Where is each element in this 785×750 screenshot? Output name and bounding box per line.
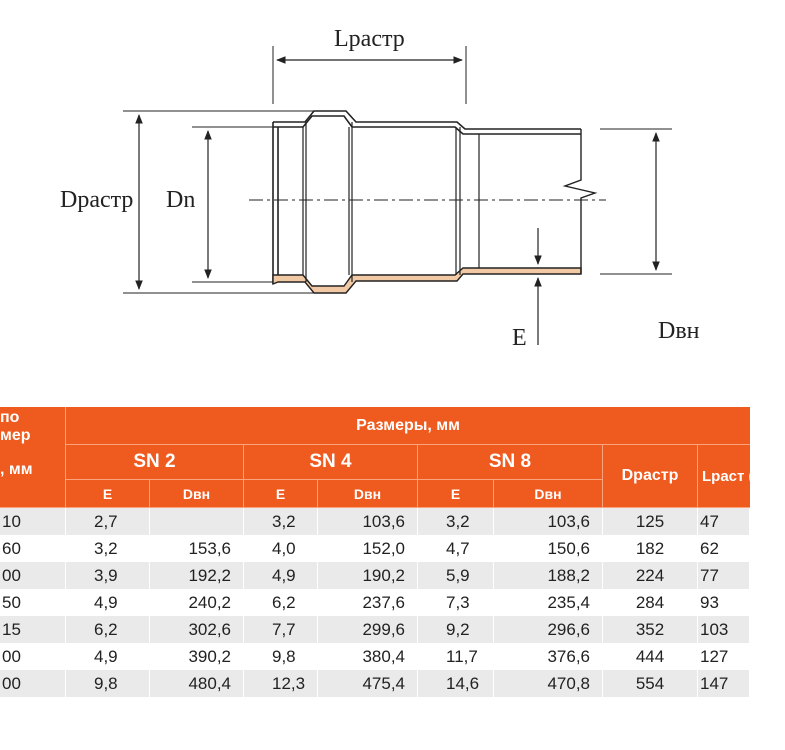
table-cell-sn8-d: 376,6 (494, 643, 603, 670)
table-cell-sn4-e: 4,0 (244, 535, 318, 562)
dn-label: Dn (166, 187, 196, 213)
header-sn2: SN 2 (66, 445, 244, 480)
d-rastr-label: Dраcтр (60, 187, 134, 213)
table-cell-sn4-d: 103,6 (318, 508, 418, 535)
header-sn2-e: E (66, 480, 150, 508)
extension-lines (123, 46, 672, 293)
break-line (565, 129, 595, 274)
table-cell-sn8-d: 103,6 (494, 508, 603, 535)
table-cell-sn8-d: 470,8 (494, 670, 603, 697)
table-cell-sn8-d: 235,4 (494, 589, 603, 616)
table-cell-sn4-e: 4,9 (244, 562, 318, 589)
e-label: E (512, 325, 527, 351)
table-cell-sn4-d: 237,6 (318, 589, 418, 616)
table-cell-d-rastr: 554 (603, 670, 698, 697)
table-cell-l-rastr: 93 (698, 589, 750, 616)
table-row (0, 670, 750, 697)
table-cell-sn2-e: 3,9 (66, 562, 150, 589)
table-cell-l-rastr: 77 (698, 562, 750, 589)
table-cell-sn2-e: 4,9 (66, 643, 150, 670)
table-body (0, 508, 750, 697)
l-rastr-label: Lраcтр (334, 26, 405, 52)
table-cell-sn4-d: 190,2 (318, 562, 418, 589)
table-cell-sn8-d: 150,6 (494, 535, 603, 562)
table-cell-l-rastr: 62 (698, 535, 750, 562)
header-sn8: SN 8 (418, 445, 603, 480)
table-cell-dn: 60 (0, 535, 66, 562)
table-cell-sn8-e: 11,7 (418, 643, 494, 670)
table-cell-dn: 00 (0, 670, 66, 697)
table-row (0, 508, 750, 535)
table-cell-sn2-d (150, 508, 244, 535)
header-d-rastr: Dраcтр (603, 445, 698, 508)
dimensions-table (0, 407, 785, 697)
table-cell-sn4-d: 152,0 (318, 535, 418, 562)
table-cell-l-rastr: 47 (698, 508, 750, 535)
table-cell-dn: 50 (0, 589, 66, 616)
header-sn8-e: E (418, 480, 494, 508)
header-sizes: Размеры, мм (66, 407, 750, 445)
table-cell-d-rastr: 352 (603, 616, 698, 643)
table-cell-l-rastr: 127 (698, 643, 750, 670)
table-cell-d-rastr: 182 (603, 535, 698, 562)
header-sn4-dvn: Dвн (318, 480, 418, 508)
table-cell-sn4-e: 12,3 (244, 670, 318, 697)
table-cell-sn8-e: 4,7 (418, 535, 494, 562)
table-cell-sn2-d: 240,2 (150, 589, 244, 616)
header-sn2-dvn: Dвн (150, 480, 244, 508)
header-dn-column: по мер , мм (0, 407, 66, 508)
table-cell-l-rastr: 103 (698, 616, 750, 643)
header-sn4-e: E (244, 480, 318, 508)
table-cell-sn2-e: 4,9 (66, 589, 150, 616)
table-cell-sn8-e: 3,2 (418, 508, 494, 535)
table-row (0, 589, 750, 616)
table-cell-sn2-e: 9,8 (66, 670, 150, 697)
table-cell-d-rastr: 224 (603, 562, 698, 589)
table-cell-l-rastr: 147 (698, 670, 750, 697)
table-cell-d-rastr: 125 (603, 508, 698, 535)
table-cell-sn4-e: 9,8 (244, 643, 318, 670)
table-row (0, 535, 750, 562)
header-l-rastr: Lраcт (min) (698, 445, 750, 508)
table-cell-sn8-e: 5,9 (418, 562, 494, 589)
table-cell-sn2-d: 390,2 (150, 643, 244, 670)
header-sn8-dvn: Dвн (494, 480, 603, 508)
table-cell-sn2-e: 6,2 (66, 616, 150, 643)
table-row (0, 562, 750, 589)
table-cell-dn: 15 (0, 616, 66, 643)
pipe-inner-lines (303, 122, 479, 282)
header-sn4: SN 4 (244, 445, 418, 480)
table-cell-sn2-d: 480,4 (150, 670, 244, 697)
pipe-bottom-wall (273, 268, 581, 293)
table-cell-dn: 10 (0, 508, 66, 535)
table-cell-sn2-e: 3,2 (66, 535, 150, 562)
pipe-outline (273, 111, 581, 284)
table-cell-sn8-d: 296,6 (494, 616, 603, 643)
table-cell-sn8-e: 14,6 (418, 670, 494, 697)
table-cell-sn4-d: 299,6 (318, 616, 418, 643)
table-cell-dn: 00 (0, 643, 66, 670)
table-cell-sn2-d: 302,6 (150, 616, 244, 643)
table-cell-sn4-e: 3,2 (244, 508, 318, 535)
table-cell-d-rastr: 284 (603, 589, 698, 616)
table-cell-sn2-e: 2,7 (66, 508, 150, 535)
table-cell-sn8-d: 188,2 (494, 562, 603, 589)
table-cell-sn4-d: 475,4 (318, 670, 418, 697)
table-row (0, 643, 750, 670)
table-cell-sn4-d: 380,4 (318, 643, 418, 670)
table-cell-d-rastr: 444 (603, 643, 698, 670)
table-cell-sn4-e: 6,2 (244, 589, 318, 616)
table-cell-sn2-d: 153,6 (150, 535, 244, 562)
table-cell-sn2-d: 192,2 (150, 562, 244, 589)
table-cell-dn: 00 (0, 562, 66, 589)
table-row (0, 616, 750, 643)
table-cell-sn8-e: 7,3 (418, 589, 494, 616)
table-cell-sn4-e: 7,7 (244, 616, 318, 643)
d-vn-label: Dвн (658, 318, 700, 344)
table-cell-sn8-e: 9,2 (418, 616, 494, 643)
